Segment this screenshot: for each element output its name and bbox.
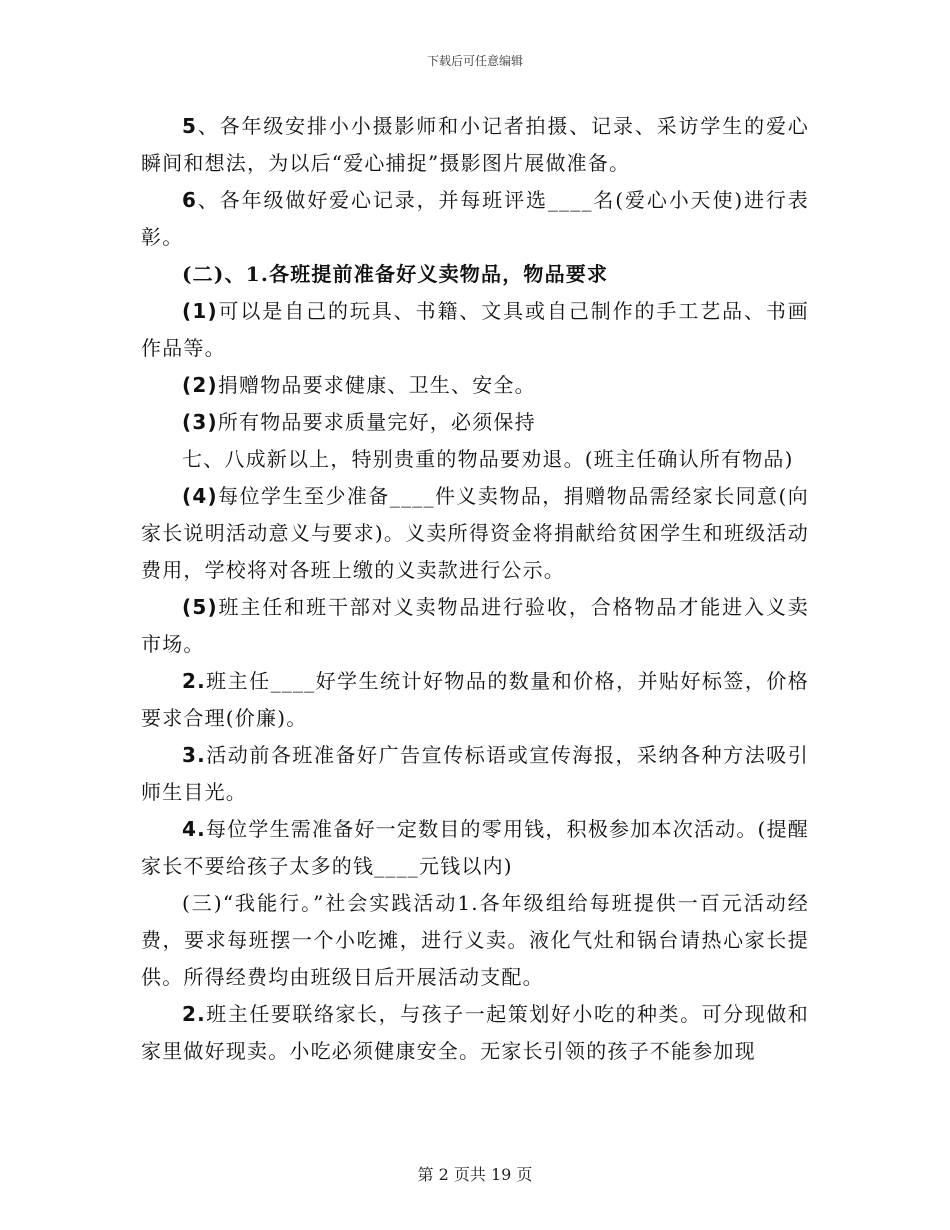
paragraph-number: (5)	[182, 595, 218, 619]
paragraph-sub-1	[141, 293, 809, 367]
paragraph-text: 班主任____好学生统计好物品的数量和价格，并贴好标签，价格要求合理(价廉)。	[141, 669, 809, 730]
paragraph-text: 每位学生至少准备____件义卖物品，捐赠物品需经家长同意(向家长说明活动意义与要求)。义卖所得资金将捐献给贫困学生和班级活动费用，学校将对各班上缴的义卖款进行公示。	[141, 484, 809, 582]
paragraph-text: 所有物品要求质量完好，必须保持	[217, 410, 536, 434]
paragraph-item-3	[141, 737, 809, 811]
paragraph-text: 活动前各班准备好广告宣传标语或宣传海报，采纳各种方法吸引师生目光。	[141, 743, 809, 804]
paragraph-sub-2	[141, 367, 809, 404]
page-footer-number: 第 2 页共 19 页	[417, 1165, 533, 1184]
paragraph-item-4	[141, 811, 809, 885]
paragraph-text: 捐赠物品要求健康、卫生、安全。	[217, 373, 536, 397]
paragraph-text: 、各年级安排小小摄影师和小记者拍摄、记录、采访学生的爱心瞬间和想法，为以后“爱心捕捉”摄影图片展做准备。	[141, 114, 809, 175]
paragraph-item-2	[141, 663, 809, 737]
document-body	[141, 108, 809, 1070]
paragraph-text: 七、八成新以上，特别贵重的物品要劝退。(班主任确认所有物品)	[182, 447, 794, 471]
paragraph-number: (3)	[182, 410, 218, 434]
paragraph-continuation	[141, 441, 809, 478]
paragraph-number: (4)	[182, 484, 218, 508]
paragraph-number: 4.	[182, 817, 206, 841]
paragraph-number: 2.	[182, 1002, 206, 1026]
section-heading-3	[141, 885, 809, 996]
paragraph-sub-3	[141, 404, 809, 441]
paragraph-text: (三)“我能行。”社会实践活动1.各年级组给每班提供一百元活动经费，要求每班摆一个小吃摊，进行义卖。液化气灶和锅台请热心家长提供。所得经费均由班级日后开展活动支配。	[141, 891, 809, 989]
paragraph-text: 、各年级做好爱心记录，并每班评选____名(爱心小天使)进行表彰。	[141, 188, 809, 249]
paragraph-number: 3.	[182, 743, 206, 767]
paragraph-text: 可以是自己的玩具、书籍、文具或自己制作的手工艺品、书画作品等。	[141, 299, 809, 360]
paragraph-number: 2.	[182, 669, 206, 693]
paragraph-item-2b	[141, 996, 809, 1070]
paragraph-number: (2)	[182, 373, 218, 397]
paragraph-text: 班主任要联络家长，与孩子一起策划好小吃的种类。可分现做和家里做好现卖。小吃必须健康安全。无家长引领的孩子不能参加现	[141, 1002, 809, 1063]
paragraph-text: 每位学生需准备好一定数目的零用钱，积极参加本次活动。(提醒家长不要给孩子太多的钱____元钱以内)	[141, 817, 809, 878]
paragraph-sub-5	[141, 589, 809, 663]
section-heading-2	[141, 256, 809, 293]
page-header-note: 下载后可任意编辑	[426, 54, 523, 68]
paragraph-item-5	[141, 108, 809, 182]
paragraph-text: (二)、1.各班提前准备好义卖物品，物品要求	[182, 262, 609, 286]
paragraph-sub-4	[141, 478, 809, 589]
paragraph-number: (1)	[182, 299, 218, 323]
paragraph-number: 6	[182, 188, 198, 212]
paragraph-text: 班主任和班干部对义卖物品进行验收，合格物品才能进入义卖市场。	[141, 595, 809, 656]
paragraph-number: 5	[182, 114, 198, 138]
paragraph-item-6	[141, 182, 809, 256]
